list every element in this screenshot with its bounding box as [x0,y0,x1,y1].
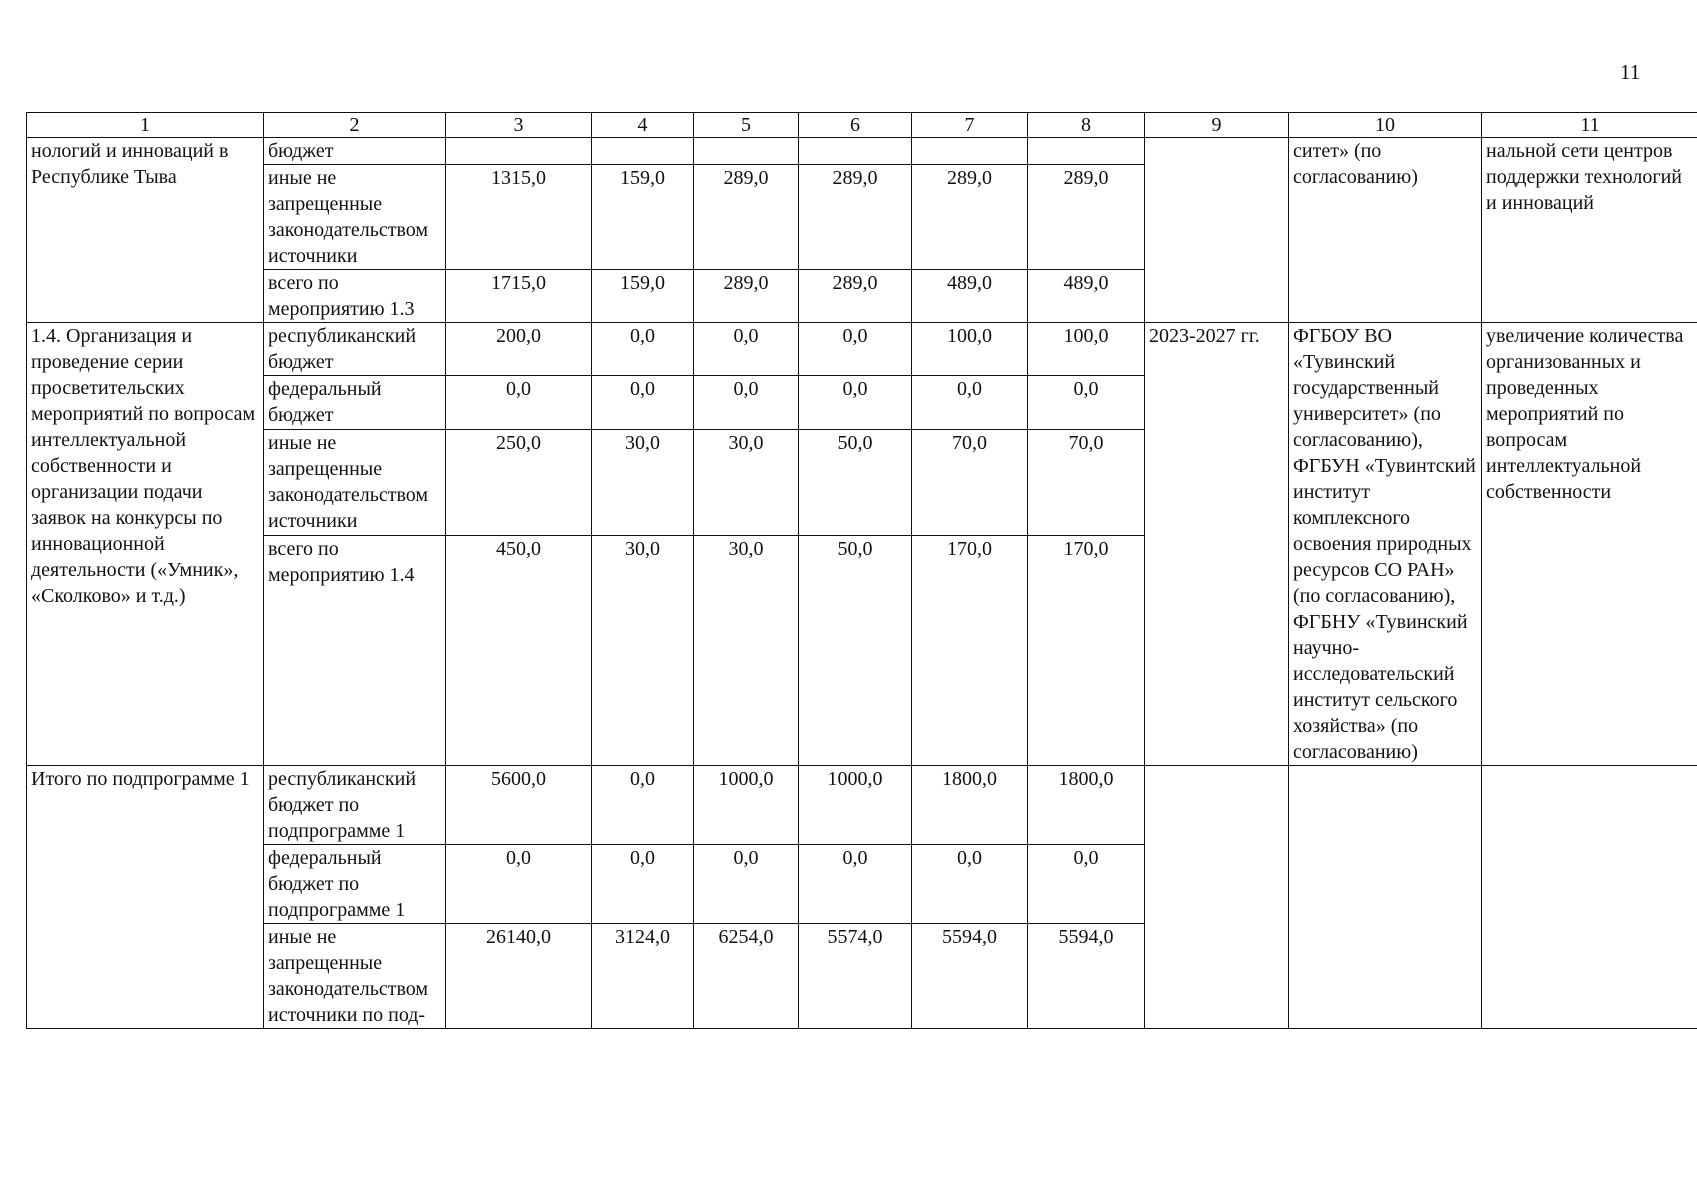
amount-cell: 0,0 [694,323,799,376]
measure-name-cell: 1.4. Организация и проведение серии просветительских мероприятий по вопросам интеллектуальной собственности и организации подачи заявок на конкурсы по инновационной деятельности («Умник», «Сколково» и т.д.) [27,323,264,766]
amount-cell: 0,0 [446,845,592,924]
column-number: 5 [694,113,799,138]
amount-cell: 100,0 [912,323,1028,376]
amount-cell: 289,0 [912,165,1028,270]
amount-cell: 489,0 [912,270,1028,323]
funding-source-cell: бюджет [264,138,446,165]
column-number: 7 [912,113,1028,138]
column-number: 10 [1289,113,1482,138]
amount-cell: 5600,0 [446,766,592,845]
amount-cell: 0,0 [592,323,694,376]
amount-cell: 100,0 [1028,323,1145,376]
amount-cell: 3124,0 [592,924,694,1029]
column-number-row [27,113,1697,138]
result-cell: увеличение количества организованных и проведенных мероприятий по вопросам интеллектуальной собственности [1482,323,1697,766]
amount-cell: 5574,0 [799,924,912,1029]
amount-cell: 30,0 [694,535,799,765]
period-cell [1145,766,1289,1029]
funding-source-cell: всего по мероприятию 1.4 [264,535,446,765]
executor-cell: ФГБОУ ВО «Тувинский государственный университет» (по согласованию), ФГБУН «Тувинтский институт комплексного освоения природных ресурсов СО РАН» (по согласованию), ФГБНУ «Тувинский научно-исследовательский институт сельского хозяйства» (по согласованию) [1289,323,1482,766]
column-number: 3 [446,113,592,138]
table-row [27,323,1697,376]
amount-cell: 0,0 [592,845,694,924]
amount-cell: 250,0 [446,429,592,535]
amount-cell: 0,0 [912,376,1028,429]
amount-cell: 0,0 [694,845,799,924]
amount-cell [694,138,799,165]
amount-cell: 0,0 [1028,376,1145,429]
amount-cell [912,138,1028,165]
amount-cell: 0,0 [799,376,912,429]
column-number: 9 [1145,113,1289,138]
column-number: 2 [264,113,446,138]
measure-name-cell: нологий и инноваций в Республике Тыва [27,138,264,323]
amount-cell: 0,0 [694,376,799,429]
amount-cell: 489,0 [1028,270,1145,323]
amount-cell: 0,0 [799,323,912,376]
amount-cell: 1315,0 [446,165,592,270]
amount-cell: 1800,0 [1028,766,1145,845]
column-number: 8 [1028,113,1145,138]
amount-cell: 30,0 [592,535,694,765]
column-number: 1 [27,113,264,138]
funding-source-cell: республиканский бюджет [264,323,446,376]
period-cell: 2023-2027 гг. [1145,323,1289,766]
column-number: 11 [1482,113,1697,138]
amount-cell: 0,0 [799,845,912,924]
amount-cell: 289,0 [694,270,799,323]
amount-cell: 0,0 [592,376,694,429]
amount-cell: 0,0 [592,766,694,845]
amount-cell: 5594,0 [1028,924,1145,1029]
amount-cell: 70,0 [912,429,1028,535]
amount-cell [1028,138,1145,165]
funding-source-cell: иные не запрещенные законодательством источники [264,165,446,270]
funding-source-cell: иные не запрещенные законодательством источники по под- [264,924,446,1029]
column-number: 4 [592,113,694,138]
column-number: 6 [799,113,912,138]
amount-cell: 70,0 [1028,429,1145,535]
amount-cell: 1800,0 [912,766,1028,845]
amount-cell: 26140,0 [446,924,592,1029]
amount-cell: 289,0 [1028,165,1145,270]
program-table [26,112,1697,1029]
funding-source-cell: всего по мероприятию 1.3 [264,270,446,323]
result-cell: нальной сети центров поддержки технологий и инноваций [1482,138,1697,323]
amount-cell: 0,0 [446,376,592,429]
amount-cell: 170,0 [912,535,1028,765]
amount-cell: 289,0 [694,165,799,270]
table-row [27,766,1697,845]
amount-cell: 200,0 [446,323,592,376]
executor-cell: ситет» (по согласованию) [1289,138,1482,323]
executor-cell [1289,766,1482,1029]
amount-cell: 170,0 [1028,535,1145,765]
amount-cell: 30,0 [592,429,694,535]
amount-cell: 0,0 [1028,845,1145,924]
table-row [27,138,1697,165]
amount-cell: 289,0 [799,270,912,323]
funding-source-cell: иные не запрещенные законодательством источники [264,429,446,535]
funding-source-cell: республиканский бюджет по подпрограмме 1 [264,766,446,845]
amount-cell: 6254,0 [694,924,799,1029]
amount-cell: 1000,0 [694,766,799,845]
period-cell [1145,138,1289,323]
amount-cell: 0,0 [912,845,1028,924]
amount-cell: 1715,0 [446,270,592,323]
amount-cell: 5594,0 [912,924,1028,1029]
amount-cell: 159,0 [592,270,694,323]
amount-cell [799,138,912,165]
funding-source-cell: федеральный бюджет [264,376,446,429]
amount-cell: 450,0 [446,535,592,765]
funding-source-cell: федеральный бюджет по подпрограмме 1 [264,845,446,924]
amount-cell [446,138,592,165]
amount-cell: 50,0 [799,535,912,765]
amount-cell: 30,0 [694,429,799,535]
amount-cell: 159,0 [592,165,694,270]
amount-cell: 289,0 [799,165,912,270]
amount-cell: 50,0 [799,429,912,535]
amount-cell [592,138,694,165]
page-number: 11 [1620,60,1641,84]
amount-cell: 1000,0 [799,766,912,845]
result-cell [1482,766,1697,1029]
total-label-cell: Итого по подпрограмме 1 [27,766,264,1029]
